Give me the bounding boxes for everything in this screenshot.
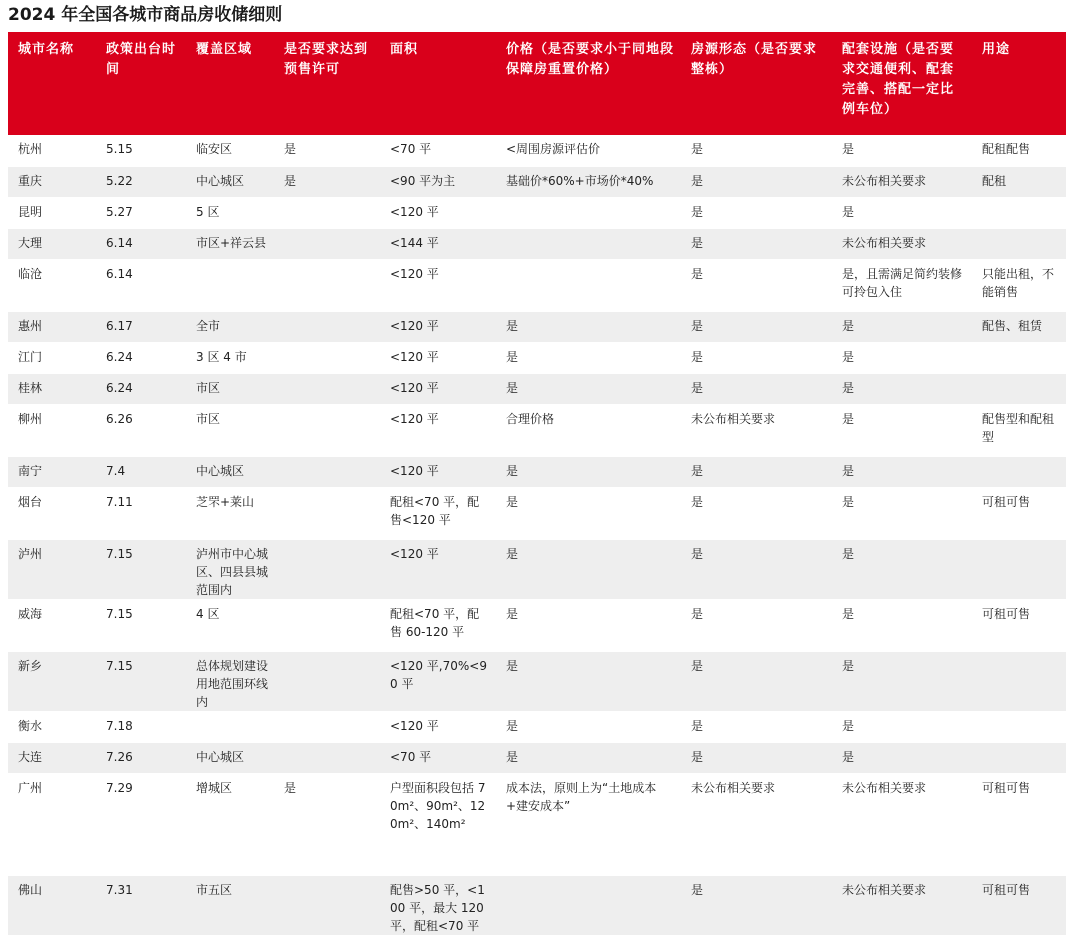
- cell-area: 临安区: [186, 135, 274, 166]
- cell-area: 中心城区: [186, 166, 274, 197]
- cell-form: 是: [681, 487, 832, 539]
- cell-date: 6.17: [96, 311, 186, 342]
- cell-date: 5.15: [96, 135, 186, 166]
- cell-usage: [972, 373, 1066, 404]
- cell-date: 6.26: [96, 404, 186, 456]
- cell-city: 柳州: [8, 404, 96, 456]
- cell-price: 是: [496, 599, 681, 651]
- cell-usage: [972, 539, 1066, 599]
- cell-size: <120 平: [380, 404, 496, 456]
- table-row: [8, 166, 1066, 197]
- cell-city: 佛山: [8, 875, 96, 935]
- cell-facilities: 是: [832, 311, 972, 342]
- column-header-facilities: 配套设施（是否要求交通便利、配套完善、搭配一定比例车位）: [832, 32, 972, 135]
- cell-presale: [274, 875, 380, 935]
- cell-usage: [972, 456, 1066, 487]
- cell-size: <120 平: [380, 197, 496, 228]
- cell-presale: [274, 259, 380, 311]
- table-row: [8, 651, 1066, 711]
- cell-facilities: 是: [832, 342, 972, 373]
- cell-city: 烟台: [8, 487, 96, 539]
- table-row: [8, 875, 1066, 935]
- table-row: [8, 311, 1066, 342]
- cell-form: 是: [681, 228, 832, 259]
- cell-price: [496, 875, 681, 935]
- cell-city: 衡水: [8, 711, 96, 742]
- cell-area: 总体规划建设用地范围环线内: [186, 651, 274, 711]
- cell-facilities: 是: [832, 651, 972, 711]
- cell-facilities: 未公布相关要求: [832, 228, 972, 259]
- page-title: 2024 年全国各城市商品房收储细则: [8, 5, 283, 25]
- cell-form: 是: [681, 599, 832, 651]
- table-row: [8, 197, 1066, 228]
- table-row: [8, 228, 1066, 259]
- table-row: [8, 135, 1066, 166]
- table-row: [8, 742, 1066, 773]
- table-row: [8, 487, 1066, 539]
- cell-form: 是: [681, 373, 832, 404]
- cell-presale: [274, 373, 380, 404]
- cell-price: 成本法，原则上为“土地成本+建安成本”: [496, 773, 681, 875]
- cell-city: 杭州: [8, 135, 96, 166]
- cell-presale: [274, 487, 380, 539]
- cell-form: 是: [681, 711, 832, 742]
- cell-facilities: 是: [832, 487, 972, 539]
- cell-area: [186, 711, 274, 742]
- table-row: [8, 599, 1066, 651]
- cell-date: 6.24: [96, 373, 186, 404]
- cell-form: 是: [681, 342, 832, 373]
- table-header-row: [8, 32, 1066, 135]
- cell-size: <120 平: [380, 342, 496, 373]
- cell-date: 7.29: [96, 773, 186, 875]
- cell-form: 是: [681, 875, 832, 935]
- cell-form: 是: [681, 259, 832, 311]
- cell-area: 市五区: [186, 875, 274, 935]
- cell-area: 3 区 4 市: [186, 342, 274, 373]
- column-header-price: 价格（是否要求小于同地段保障房重置价格）: [496, 32, 681, 135]
- cell-date: 6.14: [96, 259, 186, 311]
- cell-usage: 可租可售: [972, 773, 1066, 875]
- cell-date: 7.31: [96, 875, 186, 935]
- table-row: [8, 342, 1066, 373]
- cell-size: <120 平: [380, 539, 496, 599]
- cell-facilities: 是: [832, 135, 972, 166]
- cell-presale: 是: [274, 135, 380, 166]
- cell-price: [496, 197, 681, 228]
- cell-presale: [274, 539, 380, 599]
- cell-facilities: 是: [832, 456, 972, 487]
- cell-form: 是: [681, 456, 832, 487]
- cell-form: 是: [681, 311, 832, 342]
- cell-usage: [972, 711, 1066, 742]
- table-row: [8, 456, 1066, 487]
- cell-presale: [274, 456, 380, 487]
- cell-presale: [274, 404, 380, 456]
- cell-facilities: 未公布相关要求: [832, 875, 972, 935]
- cell-size: <120 平: [380, 456, 496, 487]
- cell-city: 大连: [8, 742, 96, 773]
- cell-facilities: 是: [832, 539, 972, 599]
- cell-presale: [274, 651, 380, 711]
- cell-usage: 可租可售: [972, 875, 1066, 935]
- cell-size: <120 平: [380, 259, 496, 311]
- column-header-size: 面积: [380, 32, 496, 135]
- cell-date: 7.15: [96, 599, 186, 651]
- cell-presale: [274, 742, 380, 773]
- cell-price: 是: [496, 487, 681, 539]
- cell-size: <120 平: [380, 311, 496, 342]
- column-header-date: 政策出台时间: [96, 32, 186, 135]
- column-header-presale: 是否要求达到预售许可: [274, 32, 380, 135]
- cell-size: 配租<70 平，配售<120 平: [380, 487, 496, 539]
- cell-size: <144 平: [380, 228, 496, 259]
- cell-date: 5.27: [96, 197, 186, 228]
- cell-usage: [972, 197, 1066, 228]
- cell-price: 是: [496, 742, 681, 773]
- cell-price: [496, 228, 681, 259]
- table-row: [8, 539, 1066, 599]
- cell-size: <90 平为主: [380, 166, 496, 197]
- cell-city: 泸州: [8, 539, 96, 599]
- cell-facilities: 是: [832, 404, 972, 456]
- cell-facilities: 是: [832, 197, 972, 228]
- cell-size: <70 平: [380, 742, 496, 773]
- cell-city: 临沧: [8, 259, 96, 311]
- table-row: [8, 373, 1066, 404]
- table-body: [8, 135, 1066, 935]
- cell-form: 未公布相关要求: [681, 773, 832, 875]
- cell-usage: 配租配售: [972, 135, 1066, 166]
- cell-facilities: 是: [832, 711, 972, 742]
- cell-price: 是: [496, 539, 681, 599]
- table-row: [8, 711, 1066, 742]
- cell-size: <120 平: [380, 373, 496, 404]
- cell-price: 是: [496, 311, 681, 342]
- cell-presale: [274, 599, 380, 651]
- cell-city: 广州: [8, 773, 96, 875]
- cell-presale: [274, 228, 380, 259]
- cell-size: 配售>50 平，<100 平，最大 120 平，配租<70 平: [380, 875, 496, 935]
- cell-date: 7.15: [96, 651, 186, 711]
- cell-city: 南宁: [8, 456, 96, 487]
- cell-city: 惠州: [8, 311, 96, 342]
- cell-size: <120 平,70%<90 平: [380, 651, 496, 711]
- cell-usage: 配售型和配租型: [972, 404, 1066, 456]
- cell-price: 是: [496, 711, 681, 742]
- cell-area: 市区+祥云县: [186, 228, 274, 259]
- cell-price: [496, 259, 681, 311]
- column-header-form: 房源形态（是否要求整栋）: [681, 32, 832, 135]
- policy-table: [8, 32, 1066, 936]
- cell-date: 7.15: [96, 539, 186, 599]
- cell-usage: [972, 228, 1066, 259]
- cell-city: 江门: [8, 342, 96, 373]
- cell-form: 是: [681, 166, 832, 197]
- cell-facilities: 是: [832, 599, 972, 651]
- cell-price: 合理价格: [496, 404, 681, 456]
- cell-presale: [274, 711, 380, 742]
- table-row: [8, 259, 1066, 311]
- cell-size: <120 平: [380, 711, 496, 742]
- cell-price: 是: [496, 373, 681, 404]
- cell-date: 6.24: [96, 342, 186, 373]
- cell-city: 大理: [8, 228, 96, 259]
- cell-form: 是: [681, 742, 832, 773]
- cell-area: 市区: [186, 373, 274, 404]
- cell-facilities: 未公布相关要求: [832, 773, 972, 875]
- cell-city: 重庆: [8, 166, 96, 197]
- cell-size: 配租<70 平，配售 60-120 平: [380, 599, 496, 651]
- cell-facilities: 未公布相关要求: [832, 166, 972, 197]
- cell-area: 4 区: [186, 599, 274, 651]
- cell-usage: [972, 742, 1066, 773]
- cell-date: 5.22: [96, 166, 186, 197]
- cell-area: [186, 259, 274, 311]
- cell-price: 是: [496, 651, 681, 711]
- cell-usage: [972, 342, 1066, 373]
- cell-usage: 可租可售: [972, 599, 1066, 651]
- column-header-city: 城市名称: [8, 32, 96, 135]
- cell-area: 增城区: [186, 773, 274, 875]
- cell-area: 中心城区: [186, 456, 274, 487]
- cell-usage: [972, 651, 1066, 711]
- cell-date: 7.11: [96, 487, 186, 539]
- cell-size: 户型面积段包括 70m²、90m²、120m²、140m²: [380, 773, 496, 875]
- cell-usage: 可租可售: [972, 487, 1066, 539]
- cell-price: 基础价*60%+市场价*40%: [496, 166, 681, 197]
- cell-date: 7.18: [96, 711, 186, 742]
- cell-form: 是: [681, 651, 832, 711]
- cell-presale: [274, 342, 380, 373]
- cell-form: 是: [681, 539, 832, 599]
- cell-size: <70 平: [380, 135, 496, 166]
- cell-form: 未公布相关要求: [681, 404, 832, 456]
- cell-price: <周围房源评估价: [496, 135, 681, 166]
- cell-presale: 是: [274, 773, 380, 875]
- column-header-usage: 用途: [972, 32, 1066, 135]
- table-row: [8, 404, 1066, 456]
- cell-presale: [274, 197, 380, 228]
- table-row: [8, 773, 1066, 875]
- cell-area: 泸州市中心城区、四县县城范围内: [186, 539, 274, 599]
- cell-city: 昆明: [8, 197, 96, 228]
- cell-date: 6.14: [96, 228, 186, 259]
- cell-facilities: 是: [832, 742, 972, 773]
- cell-form: 是: [681, 197, 832, 228]
- cell-city: 新乡: [8, 651, 96, 711]
- cell-price: 是: [496, 456, 681, 487]
- cell-area: 全市: [186, 311, 274, 342]
- cell-presale: [274, 311, 380, 342]
- cell-city: 桂林: [8, 373, 96, 404]
- cell-date: 7.26: [96, 742, 186, 773]
- cell-facilities: 是: [832, 373, 972, 404]
- cell-usage: 只能出租，不能销售: [972, 259, 1066, 311]
- cell-form: 是: [681, 135, 832, 166]
- cell-usage: 配租: [972, 166, 1066, 197]
- cell-area: 芝罘+莱山: [186, 487, 274, 539]
- cell-facilities: 是，且需满足简约装修可拎包入住: [832, 259, 972, 311]
- cell-presale: 是: [274, 166, 380, 197]
- cell-city: 威海: [8, 599, 96, 651]
- cell-usage: 配售、租赁: [972, 311, 1066, 342]
- cell-area: 5 区: [186, 197, 274, 228]
- cell-area: 市区: [186, 404, 274, 456]
- column-header-area: 覆盖区域: [186, 32, 274, 135]
- cell-area: 中心城区: [186, 742, 274, 773]
- cell-price: 是: [496, 342, 681, 373]
- cell-date: 7.4: [96, 456, 186, 487]
